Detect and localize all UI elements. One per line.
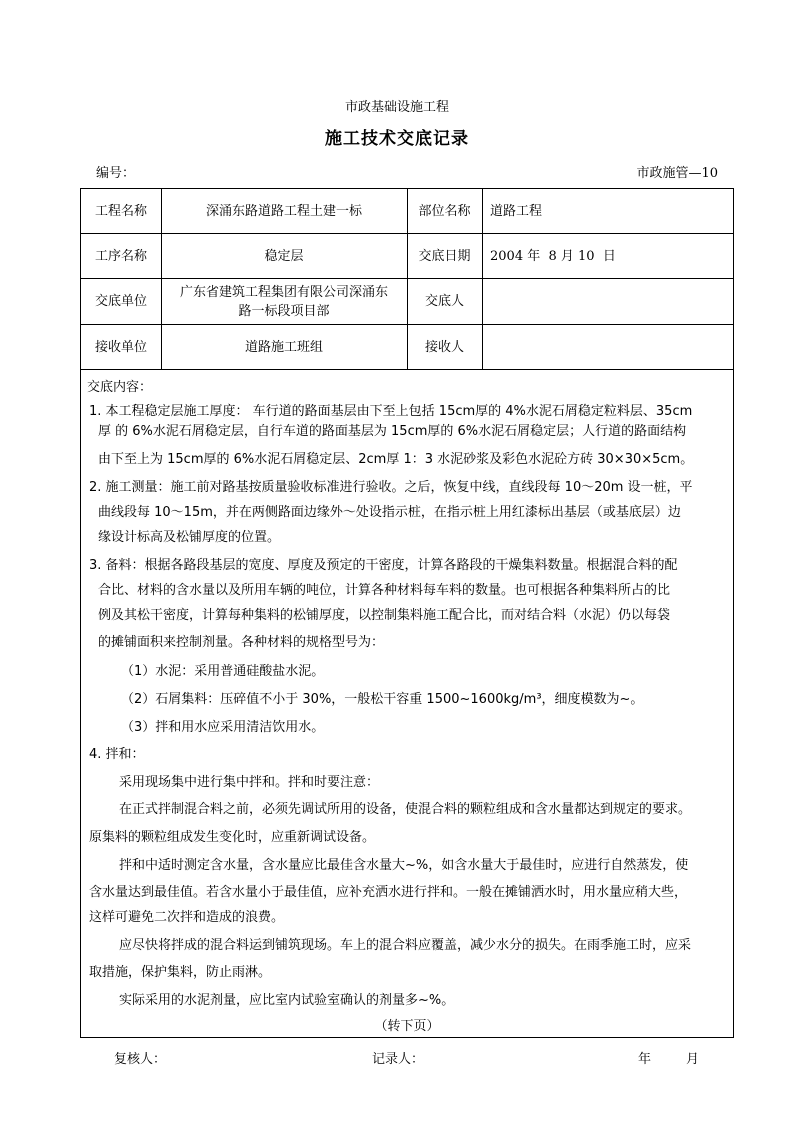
content-line: 原集料的颗粒组成发生变化时，应重新调试设备。 xyxy=(89,830,376,845)
content-line: 例及其松干密度，计算每种集料的松铺厚度，以控制集料施工配合比，而对结合料（水泥）仍以每袋 xyxy=(98,608,671,623)
process-name-value: 稳定层 xyxy=(264,248,304,264)
receiver-label: 接收人 xyxy=(424,339,464,355)
content-line: 厚 的 6%水泥石屑稳定层，自行车道的路面基层为 15cm厚的 6%水泥石屑稳定层；人行道的路面结构 xyxy=(98,424,687,439)
content-line: 实际采用的水泥剂量，应比室内试验室确认的剂量多~%。 xyxy=(119,993,455,1008)
handover-unit-label: 交底单位 xyxy=(94,294,147,309)
handover-person-label: 交底人 xyxy=(424,294,464,309)
project-name-label: 工程名称 xyxy=(94,203,147,219)
content-line: 这样可避免二次拌和造成的浪费。 xyxy=(89,910,285,925)
form-code: 市政施管—10 xyxy=(636,166,718,181)
row-divider xyxy=(81,369,733,370)
content-line: 缘设计标高及松铺厚度的位置。 xyxy=(98,530,281,545)
content-line: 应尽快将拌成的混合料运到铺筑现场。车上的混合料应覆盖，减少水分的损失。在雨季施工时，应采 xyxy=(119,938,692,953)
content-line: 采用现场集中进行集中拌和。拌和时要注意： xyxy=(119,775,380,790)
number-label: 编号： xyxy=(96,166,136,181)
receiver-value xyxy=(482,325,735,369)
content-line: 2. 施工测量：施工前对路基按质量验收标准进行验收。之后，恢复中线，直线段每 10～20m 设一桩，平 xyxy=(89,480,693,495)
content-line: 的摊铺面积来控制剂量。各种材料的规格型号为： xyxy=(98,635,385,650)
process-name-label: 工序名称 xyxy=(94,248,147,264)
content-line: 3. 备料：根据各路段基层的宽度、厚度及预定的干密度，计算各路段的干燥集料数量。根据混合料的配 xyxy=(89,558,678,573)
year-label: 年 xyxy=(638,1052,652,1067)
continued-note: （转下页） xyxy=(374,1019,440,1034)
record-table xyxy=(80,188,734,1038)
content-line: （1）水泥：采用普通硅酸盐水泥。 xyxy=(121,664,325,679)
content-line: 合比、材料的含水量以及所用车辆的吨位，计算各种材料每车料的数量。也可根据各种集料所占的比 xyxy=(98,583,671,598)
content-line: 含水量达到最佳值。若含水量小于最佳值，应补充洒水进行拌和。一般在摊铺洒水时，用水量应稍大些， xyxy=(89,885,688,900)
month-label: 月 xyxy=(686,1052,700,1067)
content-line: 曲线段每 10～15m，并在两侧路面边缘外～处设指示桩，在指示桩上用红漆标出基层（或基底层）边 xyxy=(98,505,681,520)
content-line: 1. 本工程稳定层施工厚度： 车行道的路面基层由下至上包括 15cm厚的 4%水泥石屑稳定粒料层、35cm xyxy=(89,404,693,419)
handover-unit-line: 路一标段项目部 xyxy=(238,303,330,319)
content-line: 取措施，保护集料，防止雨淋。 xyxy=(89,965,272,980)
content-heading: 交底内容： xyxy=(87,380,153,395)
recorder-label: 记录人： xyxy=(372,1052,425,1067)
content-line: （3）拌和用水应采用清洁饮用水。 xyxy=(121,720,325,735)
handover-date-value: 2004 年 8 月 10 日 xyxy=(490,248,616,264)
document-title: 施工技术交底记录 xyxy=(325,129,469,149)
part-name-value: 道路工程 xyxy=(490,203,543,219)
content-line: 4. 拌和： xyxy=(89,747,145,762)
reviewer-label: 复核人： xyxy=(114,1052,167,1067)
handover-person-value xyxy=(482,279,735,324)
part-name-label: 部位名称 xyxy=(418,203,471,219)
content-line: 在正式拌制混合料之前，必须先调试所用的设备，使混合料的颗粒组成和含水量都达到规定的要求。 xyxy=(119,802,692,817)
content-line: （2）石屑集料：压碎值不小于 30%，一般松干容重 1500~1600kg/m³，细度模数为~。 xyxy=(121,692,644,707)
handover-date-label: 交底日期 xyxy=(418,248,471,264)
handover-unit-value xyxy=(161,279,407,324)
handover-unit-line: 广东省建筑工程集团有限公司深涌东 xyxy=(179,284,388,300)
content-line: 拌和中适时测定含水量，含水量应比最佳含水量大~%，如含水量大于最佳时，应进行自然蒸发，使 xyxy=(119,858,689,873)
receiving-unit-label: 接收单位 xyxy=(94,339,147,355)
project-name-value: 深涌东路道路工程土建一标 xyxy=(205,203,362,219)
receiving-unit-value: 道路施工班组 xyxy=(244,339,323,355)
content-line: 由下至上为 15cm厚的 6%水泥石屑稳定层、2cm厚 1：3 水泥砂浆及彩色水泥砼方砖 30×30×5cm。 xyxy=(98,452,694,467)
document-subtitle: 市政基础设施工程 xyxy=(344,100,449,115)
